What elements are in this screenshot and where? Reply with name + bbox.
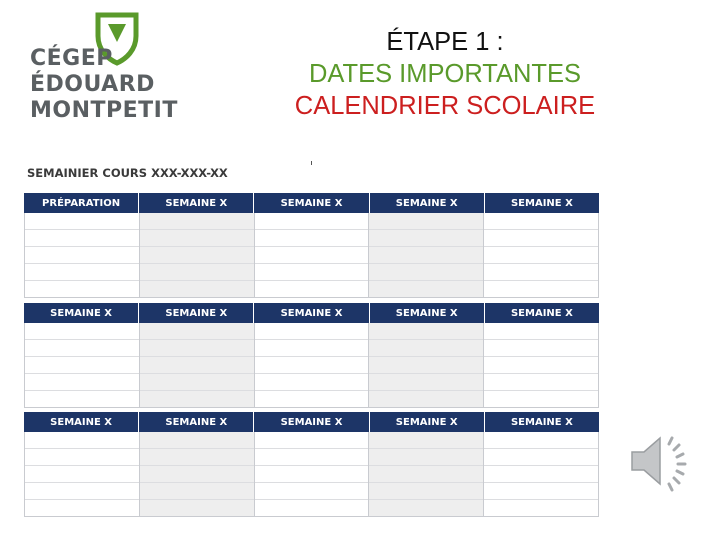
week-header: SEMAINE X: [138, 193, 253, 213]
calendar-cell[interactable]: [255, 264, 369, 281]
calendar-cell[interactable]: [25, 432, 139, 449]
calendar-cell[interactable]: [255, 340, 369, 357]
calendar-cell[interactable]: [369, 374, 483, 391]
calendar-body: [24, 323, 599, 408]
week-column: [139, 323, 254, 407]
week-column: [368, 432, 483, 516]
calendar-cell[interactable]: [25, 264, 139, 281]
calendar-cell[interactable]: [369, 281, 483, 297]
week-column: [254, 432, 369, 516]
week-header: SEMAINE X: [484, 303, 599, 323]
calendar-cell[interactable]: [140, 483, 254, 500]
calendar-cell[interactable]: [25, 340, 139, 357]
calendar-cell[interactable]: [25, 374, 139, 391]
slide-title: [225, 26, 665, 122]
divider-mark: [311, 161, 312, 165]
logo-line-3: MONTPETIT: [30, 98, 178, 123]
calendar-header-row: [24, 412, 599, 432]
week-column: [483, 323, 598, 407]
title-calendar: CALENDRIER SCOLAIRE: [294, 92, 596, 120]
calendar-cell[interactable]: [140, 213, 254, 230]
calendar-block: [24, 303, 599, 408]
calendar-cell[interactable]: [484, 323, 598, 340]
calendar-cell[interactable]: [255, 500, 369, 516]
calendar-body: [24, 213, 599, 298]
calendar-cell[interactable]: [369, 264, 483, 281]
week-column: [139, 432, 254, 516]
calendar-cell[interactable]: [140, 247, 254, 264]
calendar-cell[interactable]: [369, 432, 483, 449]
calendar-cell[interactable]: [369, 466, 483, 483]
week-column: [483, 213, 598, 297]
calendar-cell[interactable]: [140, 374, 254, 391]
week-header: PRÉPARATION: [42, 197, 121, 209]
week-header: SEMAINE X: [253, 193, 368, 213]
week-header: SEMAINE X: [369, 412, 484, 432]
week-column: [254, 323, 369, 407]
calendar-cell[interactable]: [25, 357, 139, 374]
week-column: [25, 213, 139, 297]
week-header: SEMAINE X: [50, 307, 113, 319]
calendar-cell[interactable]: [255, 391, 369, 407]
week-column: [368, 213, 483, 297]
calendar-cell[interactable]: [255, 281, 369, 297]
week-header: SEMAINE X: [484, 193, 599, 213]
calendar-cell[interactable]: [255, 374, 369, 391]
week-column: [483, 432, 598, 516]
calendar-cell[interactable]: [369, 340, 483, 357]
calendar-cell[interactable]: [140, 432, 254, 449]
week-header: SEMAINE X: [253, 412, 368, 432]
calendar-cell[interactable]: [25, 391, 139, 407]
calendar-cell[interactable]: [140, 340, 254, 357]
calendar-cell[interactable]: [255, 213, 369, 230]
week-header: SEMAINE X: [253, 303, 368, 323]
calendar-cell[interactable]: [369, 213, 483, 230]
week-column: [25, 323, 139, 407]
logo-line-1: CÉGEP: [30, 46, 113, 71]
week-header: SEMAINE X: [138, 412, 253, 432]
calendar-cell[interactable]: [484, 483, 598, 500]
calendar-cell[interactable]: [484, 230, 598, 247]
calendar-cell[interactable]: [484, 432, 598, 449]
calendar-cell[interactable]: [255, 230, 369, 247]
logo-line-2: ÉDOUARD: [30, 72, 155, 97]
calendar-cell[interactable]: [484, 247, 598, 264]
calendar-cell[interactable]: [25, 281, 139, 297]
calendar-cell[interactable]: [484, 264, 598, 281]
calendar-cell[interactable]: [484, 449, 598, 466]
calendar-cell[interactable]: [25, 500, 139, 516]
calendar-cell[interactable]: [369, 323, 483, 340]
week-header: SEMAINE X: [138, 303, 253, 323]
calendar-block: [24, 193, 599, 298]
week-column: [368, 323, 483, 407]
calendar-cell[interactable]: [255, 323, 369, 340]
calendar-cell[interactable]: [25, 466, 139, 483]
calendar-cell[interactable]: [369, 230, 483, 247]
calendar-cell[interactable]: [255, 483, 369, 500]
calendar-cell[interactable]: [255, 357, 369, 374]
calendar-cell[interactable]: [369, 449, 483, 466]
week-column: [25, 432, 139, 516]
calendar-cell[interactable]: [369, 391, 483, 407]
calendar-cell[interactable]: [255, 247, 369, 264]
cegep-logo: [30, 12, 178, 124]
week-header: SEMAINE X: [369, 303, 484, 323]
calendar-cell[interactable]: [25, 323, 139, 340]
week-column: [139, 213, 254, 297]
calendar-cell[interactable]: [25, 213, 139, 230]
calendar-header-row: [24, 303, 599, 323]
calendar-body: [24, 432, 599, 517]
calendar-cell[interactable]: [25, 483, 139, 500]
title-dates: DATES IMPORTANTES: [308, 60, 582, 88]
calendar-cell[interactable]: [140, 281, 254, 297]
calendar-cell[interactable]: [484, 391, 598, 407]
calendar-cell[interactable]: [369, 247, 483, 264]
calendar-header-row: [24, 193, 599, 213]
calendar-cell[interactable]: [369, 483, 483, 500]
week-header: SEMAINE X: [484, 412, 599, 432]
calendar-cell[interactable]: [255, 466, 369, 483]
calendar-title: SEMAINIER COURS XXX-XXX-XX: [27, 166, 228, 180]
calendar-block: [24, 412, 599, 517]
calendar-cell[interactable]: [140, 230, 254, 247]
calendar-cell[interactable]: [484, 213, 598, 230]
calendar-cell[interactable]: [484, 500, 598, 516]
calendar-cell[interactable]: [255, 432, 369, 449]
week-column: [254, 213, 369, 297]
calendar-cell[interactable]: [369, 500, 483, 516]
calendar-cell[interactable]: [140, 449, 254, 466]
calendar-cell[interactable]: [484, 357, 598, 374]
calendar-cell[interactable]: [484, 340, 598, 357]
calendar-cell[interactable]: [25, 449, 139, 466]
calendar-cell[interactable]: [140, 264, 254, 281]
calendar-cell[interactable]: [140, 391, 254, 407]
calendar-cell[interactable]: [140, 466, 254, 483]
week-header: SEMAINE X: [369, 193, 484, 213]
calendar-cell[interactable]: [140, 357, 254, 374]
calendar-cell[interactable]: [484, 466, 598, 483]
calendar-cell[interactable]: [255, 449, 369, 466]
calendar-cell[interactable]: [369, 357, 483, 374]
calendar-cell[interactable]: [140, 323, 254, 340]
calendar-cell[interactable]: [484, 374, 598, 391]
calendar-cell[interactable]: [25, 247, 139, 264]
week-header: SEMAINE X: [50, 416, 113, 428]
calendar-cell[interactable]: [25, 230, 139, 247]
title-step: ÉTAPE 1 :: [386, 28, 504, 56]
calendar-cell[interactable]: [140, 500, 254, 516]
calendar-cell[interactable]: [484, 281, 598, 297]
speaker-icon[interactable]: [628, 430, 690, 492]
